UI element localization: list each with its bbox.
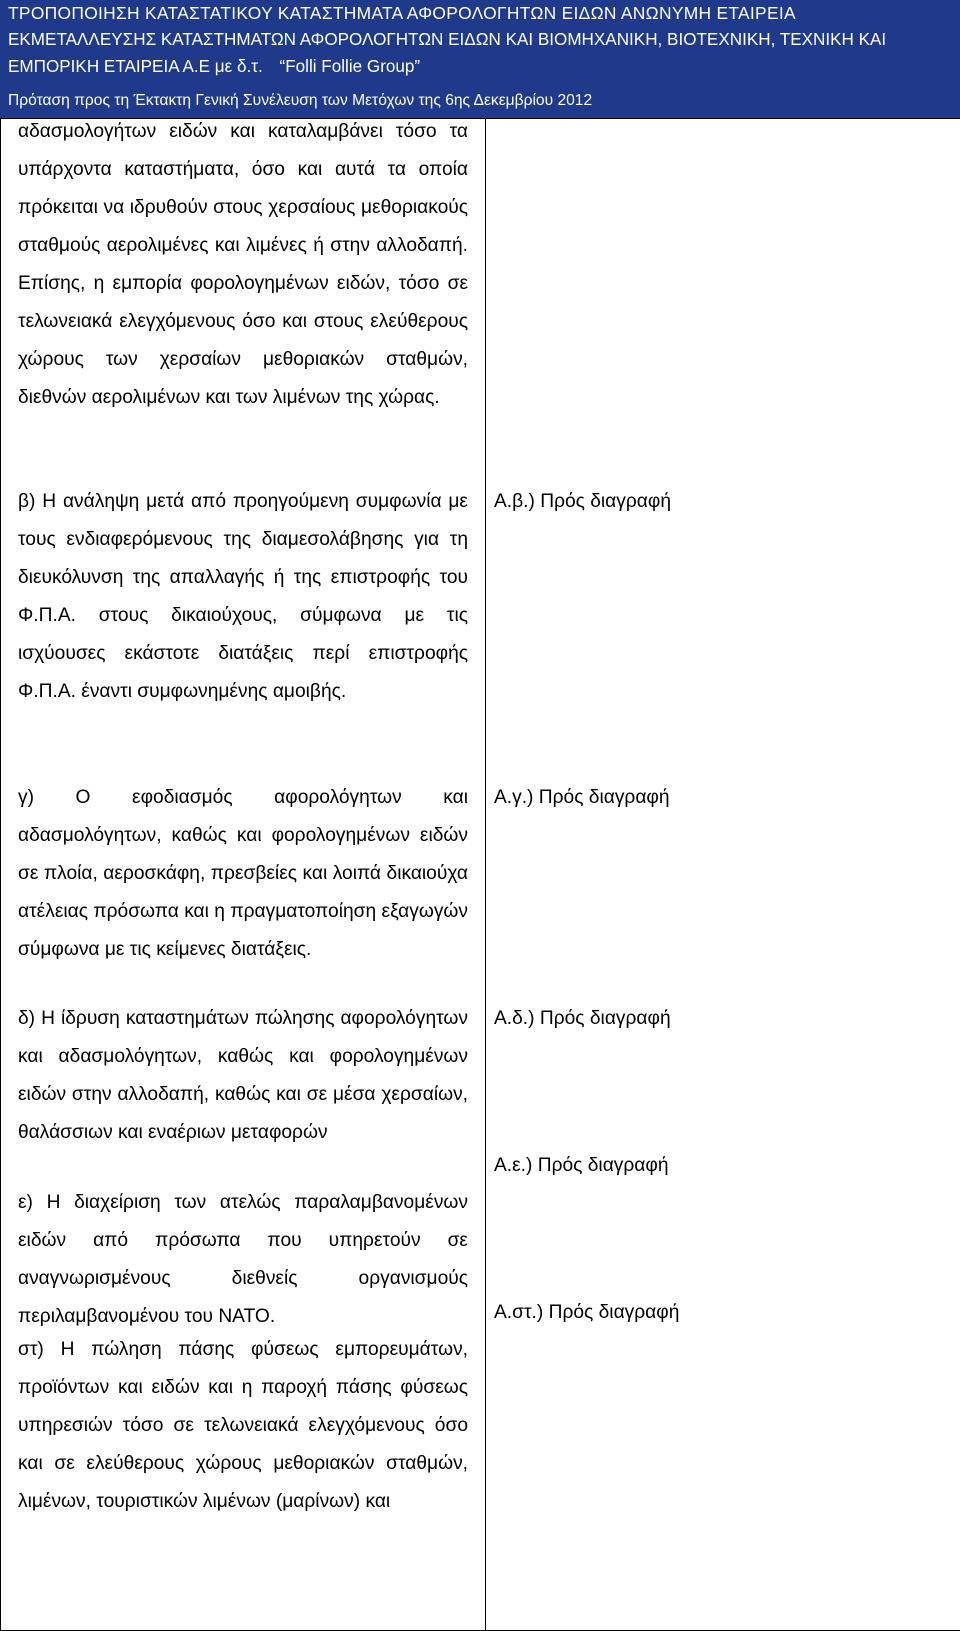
paragraph-item-e [18, 1184, 468, 1336]
paragraph-item-st-text: στ) Η πώληση πάσης φύσεως εμπορευμάτων, προϊόντων και ειδών και η παροχή πάσης φύσεως υπηρεσιών τόσο σε τελωνειακά ελεγχόμενους όσο και σε ελεύθερους χώρους μεθοριακών σταθμών, λιμένων, τουριστικών λιμένων (μαρίνων) και [18, 1331, 468, 1521]
header-subtitle: Πρόταση προς τη Έκτακτη Γενική Συνέλευση των Μετόχων της 6ης Δεκεμβρίου 2012 [8, 91, 592, 111]
paragraph-intro [18, 113, 468, 417]
paragraph-item-e-text: ε) Η διαχείριση των ατελώς παραλαμβανομένων ειδών από πρόσωπα που υπηρετούν σε αναγνωρισμένους διεθνείς οργανισμούς περιλαμβανομένου του ΝΑΤΟ. [18, 1184, 468, 1336]
paragraph-item-c-text: γ) Ο εφοδιασμός αφορολόγητων και αδασμολόγητων, καθώς και φορολογημένων ειδών σε πλοία, αεροσκάφη, πρεσβείες και λοιπά δικαιούχα ατέλειας πρόσωπα και η πραγματοποίηση εξαγωγών σύμφωνα με τις κείμενες διατάξεις. [18, 779, 468, 969]
note-item-d: Α.δ.) Πρός διαγραφή [494, 1000, 671, 1038]
paragraph-item-d [18, 1000, 468, 1152]
header-title-line-2: ΕΚΜΕΤΑΛΛΕΥΣΗΣ ΚΑΤΑΣΤΗΜΑΤΩΝ ΑΦΟΡΟΛΟΓΗΤΩΝ ΕΙΔΩΝ ΚΑΙ ΒΙΟΜΗΧΑΝΙΚΗ, ΒΙΟΤΕΧΝΙΚΗ, ΤΕΧΝΙΚΗ ΚΑΙ [8, 30, 886, 50]
paragraph-intro-text: αδασμολογήτων ειδών και καταλαμβάνει τόσο τα υπάρχοντα καταστήματα, όσο και αυτά τα οποία πρόκειται να ιδρυθούν στους χερσαίους μεθοριακούς σταθμούς αερολιμένες και λιμένες ή στην αλλοδαπή. Επίσης, η εμπορία φορολογημένων ειδών, τόσο σε τελωνειακά ελεγχόμενους όσο και στους ελεύθερους χώρους των χερσαίων μεθοριακών σταθμών, διεθνών αερολιμένων και των λιμένων της χώρας. [18, 113, 468, 417]
paragraph-item-d-text: δ) Η ίδρυση καταστημάτων πώλησης αφορολόγητων και αδασμολόγητων, καθώς και φορολογημένων ειδών στην αλλοδαπή, καθώς και σε μέσα χερσαίων, θαλάσσιων και εναέριων μεταφορών [18, 1000, 468, 1152]
header-title-line-1: ΤΡΟΠΟΠΟΙΗΣΗ ΚΑΤΑΣΤΑΤΙΚΟΥ ΚΑΤΑΣΤΗΜΑΤΑ ΑΦΟΡΟΛΟΓΗΤΩΝ ΕΙΔΩΝ ΑΝΩΝΥΜΗ ΕΤΑΙΡΕΙΑ [8, 3, 796, 23]
note-item-b: Α.β.) Πρός διαγραφή [494, 483, 671, 521]
note-item-st: Α.στ.) Πρός διαγραφή [494, 1294, 679, 1332]
header-title-line-3 [8, 57, 420, 77]
document-header [0, 0, 960, 118]
paragraph-item-c [18, 779, 468, 969]
paragraph-item-st [18, 1331, 468, 1521]
paragraph-item-b [18, 483, 468, 711]
header-brand-name: “Folli Follie Group” [280, 57, 421, 76]
header-company-form: ΕΜΠΟΡΙΚΗ ΕΤΑΙΡΕΙΑ Α.Ε με δ.τ. [8, 57, 263, 76]
paragraph-item-b-text: β) Η ανάληψη μετά από προηγούμενη συμφωνία με τους ενδιαφερόμενους της διαμεσολάβησης για τη διευκόλυνση της απαλλαγής ή της επιστροφής του Φ.Π.Α. στους δικαιούχους, σύμφωνα με τις ισχύουσες εκάστοτε διατάξεις περί επιστροφής Φ.Π.Α. έναντι συμφωνημένης αμοιβής. [18, 483, 468, 711]
proposal-cell [486, 119, 960, 1631]
note-item-c: Α.γ.) Πρός διαγραφή [494, 779, 670, 817]
note-item-e: Α.ε.) Πρός διαγραφή [494, 1147, 669, 1185]
